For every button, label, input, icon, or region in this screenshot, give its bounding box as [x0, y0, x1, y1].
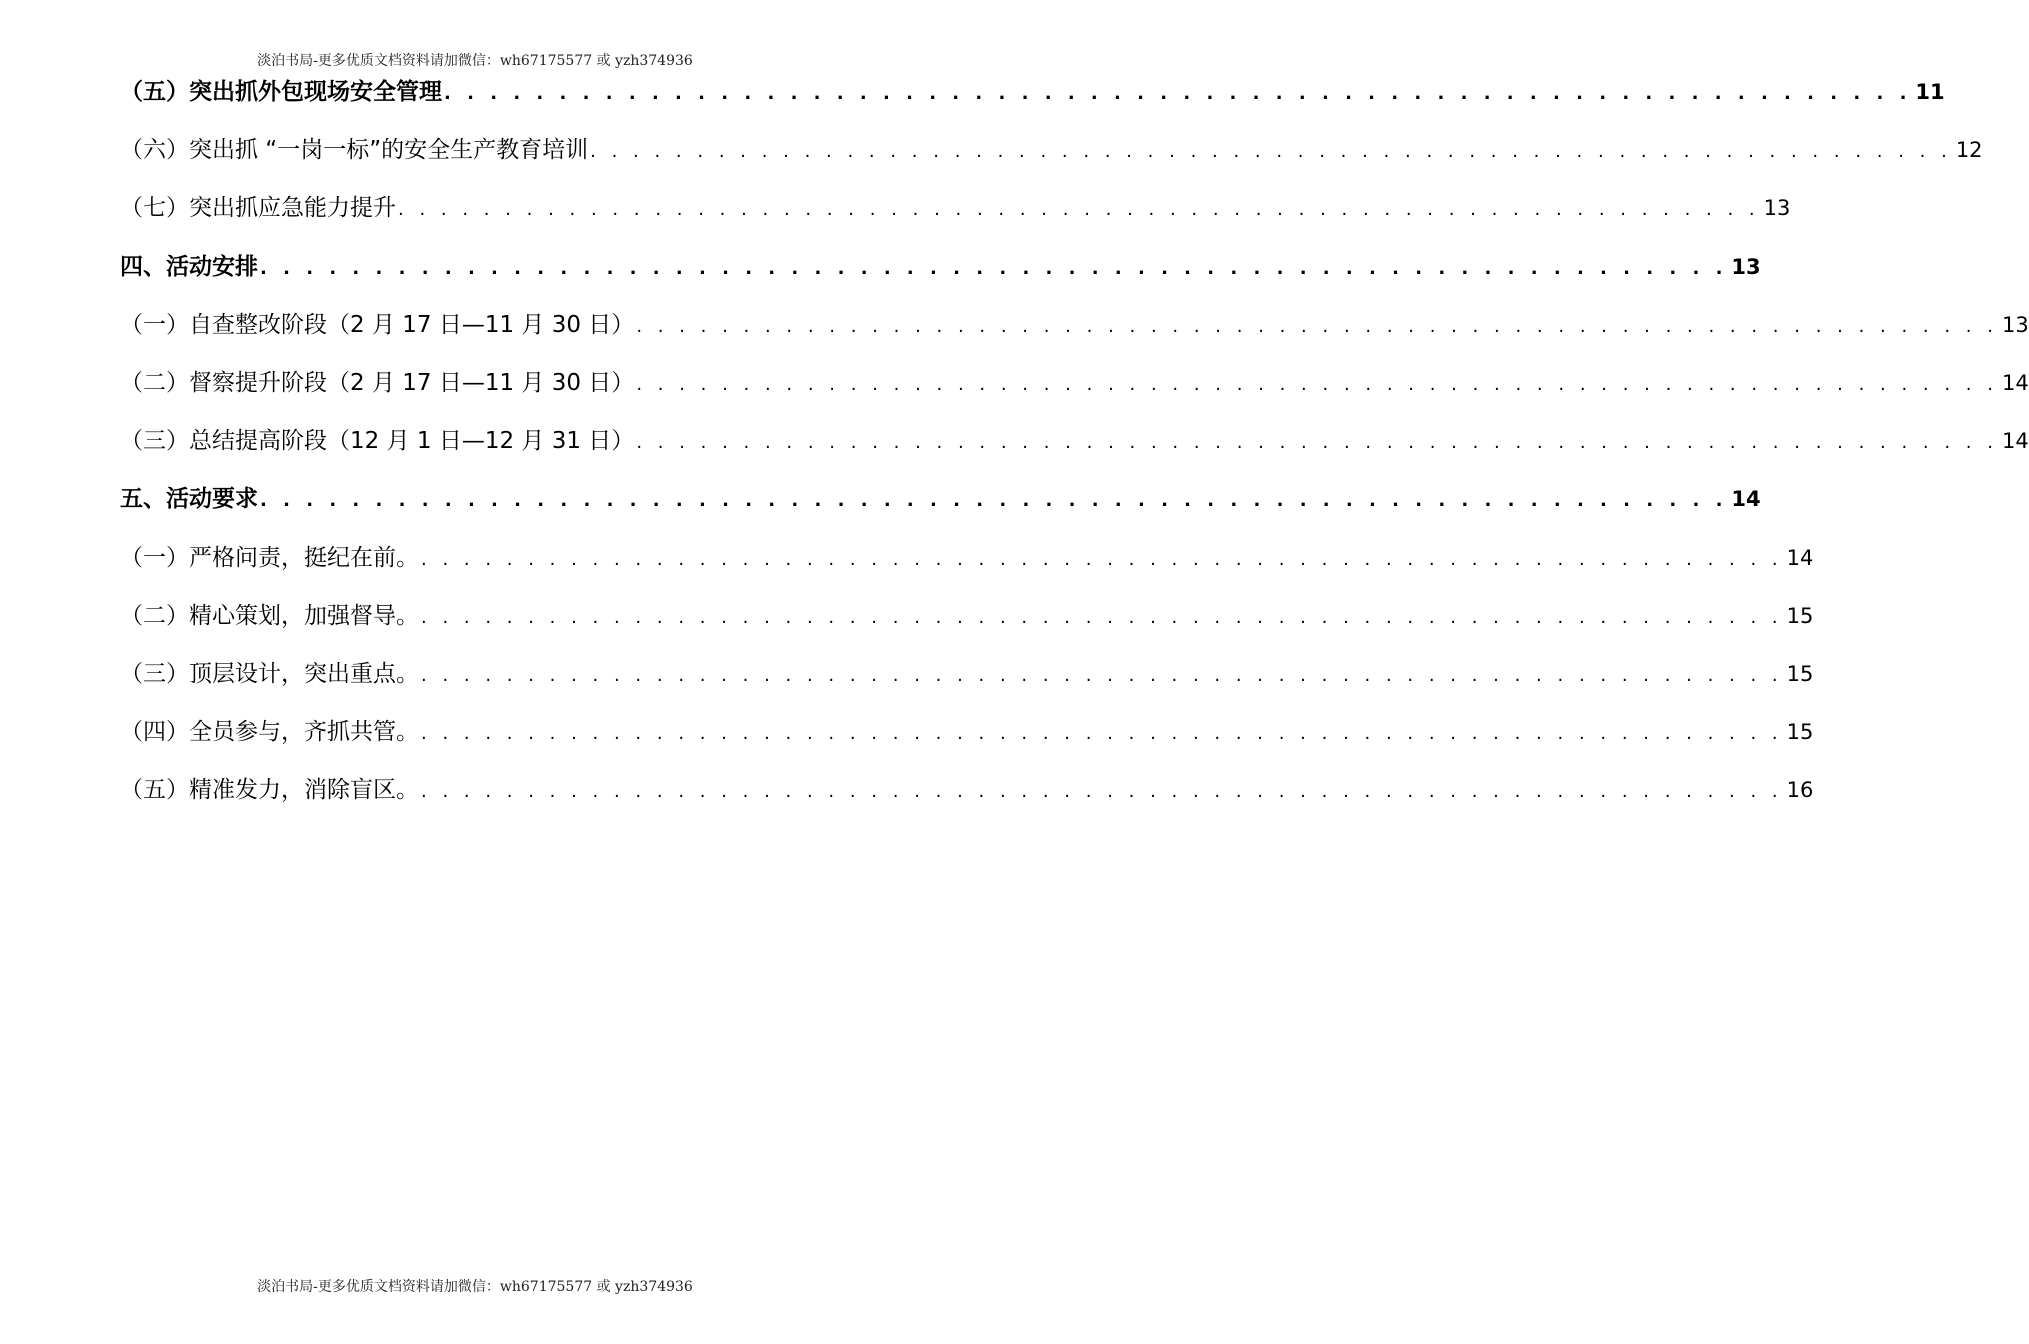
- toc-entry[interactable]: [120, 130, 1983, 188]
- toc-entry[interactable]: [120, 479, 1761, 537]
- toc-entry-label: （七）突出抓应急能力提升: [120, 195, 396, 222]
- toc-entry[interactable]: [120, 363, 2029, 421]
- toc-entry[interactable]: [120, 72, 1945, 130]
- toc-leader-dots: . . . . . . . . . . . . . . . . . . . . . . . . . . . . . . . . . . . . . . . . . . . . . . . . . . . . . . . . . . . . . . . .: [421, 606, 1783, 628]
- toc-entry-page: 14: [2001, 429, 2029, 454]
- toc-entry-page: 14: [1786, 545, 1814, 570]
- toc-leader-dots: . . . . . . . . . . . . . . . . . . . . . . . . . . . . . . . . . . . . . . . . . . . . . . . . . . . . . . . . . . . . . . . .: [636, 315, 1998, 337]
- toc-entry[interactable]: [120, 596, 1814, 654]
- toc-entry-page: 11: [1915, 80, 1945, 104]
- toc-entry-page: 15: [1786, 603, 1814, 628]
- toc-entry-label: （一）自查整改阶段（2 月 17 日—11 月 30 日）: [120, 311, 635, 338]
- toc-entry[interactable]: [120, 538, 1814, 596]
- toc-entry-label: （二）精心策划，加强督导。: [120, 602, 419, 629]
- toc-entry[interactable]: [120, 305, 2029, 363]
- toc-leader-dots: . . . . . . . . . . . . . . . . . . . . . . . . . . . . . . . . . . . . . . . . . . . . . . . . . . . . . . . . . . . . . . . .: [398, 199, 1760, 221]
- toc-entry-label: （三）总结提高阶段（12 月 1 日—12 月 31 日）: [120, 428, 635, 455]
- toc-entry-page: 14: [2001, 370, 2029, 395]
- toc-entry-label: （六）突出抓 “一岗一标”的安全生产教育培训: [120, 137, 589, 164]
- toc-leader-dots: . . . . . . . . . . . . . . . . . . . . . . . . . . . . . . . . . . . . . . . . . . . . . . . . . . . . . . . . . . . . . . . .: [421, 548, 1783, 570]
- toc-entry-page: 13: [1763, 196, 1791, 221]
- toc-leader-dots: . . . . . . . . . . . . . . . . . . . . . . . . . . . . . . . . . . . . . . . . . . . . . . . . . . . . . . . . . . . . . . . .: [421, 664, 1783, 686]
- toc-entry[interactable]: [120, 247, 1761, 305]
- toc-entry[interactable]: [120, 654, 1814, 712]
- toc-entry-label: （五）突出抓外包现场安全管理: [120, 79, 442, 105]
- toc-leader-dots: . . . . . . . . . . . . . . . . . . . . . . . . . . . . . . . . . . . . . . . . . . . . . . . . . . . . . . . . . . . . . . . .: [636, 432, 1998, 454]
- toc-entry-page: 14: [1731, 487, 1761, 512]
- toc-entry-page: 13: [1731, 254, 1761, 279]
- toc-entry-page: 16: [1786, 778, 1814, 803]
- footer-watermark: 淡泊书局-更多优质文档资料请加微信：wh67175577 或 yzh374936: [257, 1279, 693, 1295]
- toc-entry-label: （五）精准发力，消除盲区。: [120, 777, 419, 804]
- toc-leader-dots: . . . . . . . . . . . . . . . . . . . . . . . . . . . . . . . . . . . . . . . . . . . . . . . . . . . . . . . . . . . . . . . .: [444, 83, 1912, 104]
- toc-entry[interactable]: [120, 712, 1814, 770]
- toc-entry-page: 15: [1786, 661, 1814, 686]
- toc-leader-dots: . . . . . . . . . . . . . . . . . . . . . . . . . . . . . . . . . . . . . . . . . . . . . . . . . . . . . . . . . . . . . . . .: [421, 781, 1783, 803]
- toc-entry-page: 15: [1786, 720, 1814, 745]
- toc-entry-label: 四、活动安排: [120, 253, 258, 280]
- table-of-contents: [120, 72, 2029, 828]
- toc-leader-dots: . . . . . . . . . . . . . . . . . . . . . . . . . . . . . . . . . . . . . . . . . . . . . . . . . . . . . . . . . . . . . . . .: [260, 257, 1728, 279]
- toc-entry-label: （二）督察提升阶段（2 月 17 日—11 月 30 日）: [120, 369, 635, 396]
- toc-leader-dots: . . . . . . . . . . . . . . . . . . . . . . . . . . . . . . . . . . . . . . . . . . . . . . . . . . . . . . . . . . . . . . . .: [636, 373, 1998, 395]
- toc-entry-label: 五、活动要求: [120, 486, 258, 513]
- toc-leader-dots: . . . . . . . . . . . . . . . . . . . . . . . . . . . . . . . . . . . . . . . . . . . . . . . . . . . . . . . . . . . . . . . .: [260, 490, 1728, 512]
- toc-entry[interactable]: [120, 770, 1814, 828]
- toc-entry[interactable]: [120, 421, 2029, 479]
- toc-entry[interactable]: [120, 188, 1791, 246]
- toc-entry-label: （三）顶层设计，突出重点。: [120, 660, 419, 687]
- toc-leader-dots: . . . . . . . . . . . . . . . . . . . . . . . . . . . . . . . . . . . . . . . . . . . . . . . . . . . . . . . . . . . . . . . .: [421, 723, 1783, 745]
- toc-entry-label: （一）严格问责，挺纪在前。: [120, 544, 419, 571]
- header-watermark: 淡泊书局-更多优质文档资料请加微信：wh67175577 或 yzh374936: [257, 53, 693, 69]
- toc-entry-page: 12: [1955, 138, 1983, 163]
- toc-entry-label: （四）全员参与，齐抓共管。: [120, 719, 419, 746]
- toc-entry-page: 13: [2001, 312, 2029, 337]
- toc-leader-dots: . . . . . . . . . . . . . . . . . . . . . . . . . . . . . . . . . . . . . . . . . . . . . . . . . . . . . . . . . . . . . . . .: [590, 141, 1952, 163]
